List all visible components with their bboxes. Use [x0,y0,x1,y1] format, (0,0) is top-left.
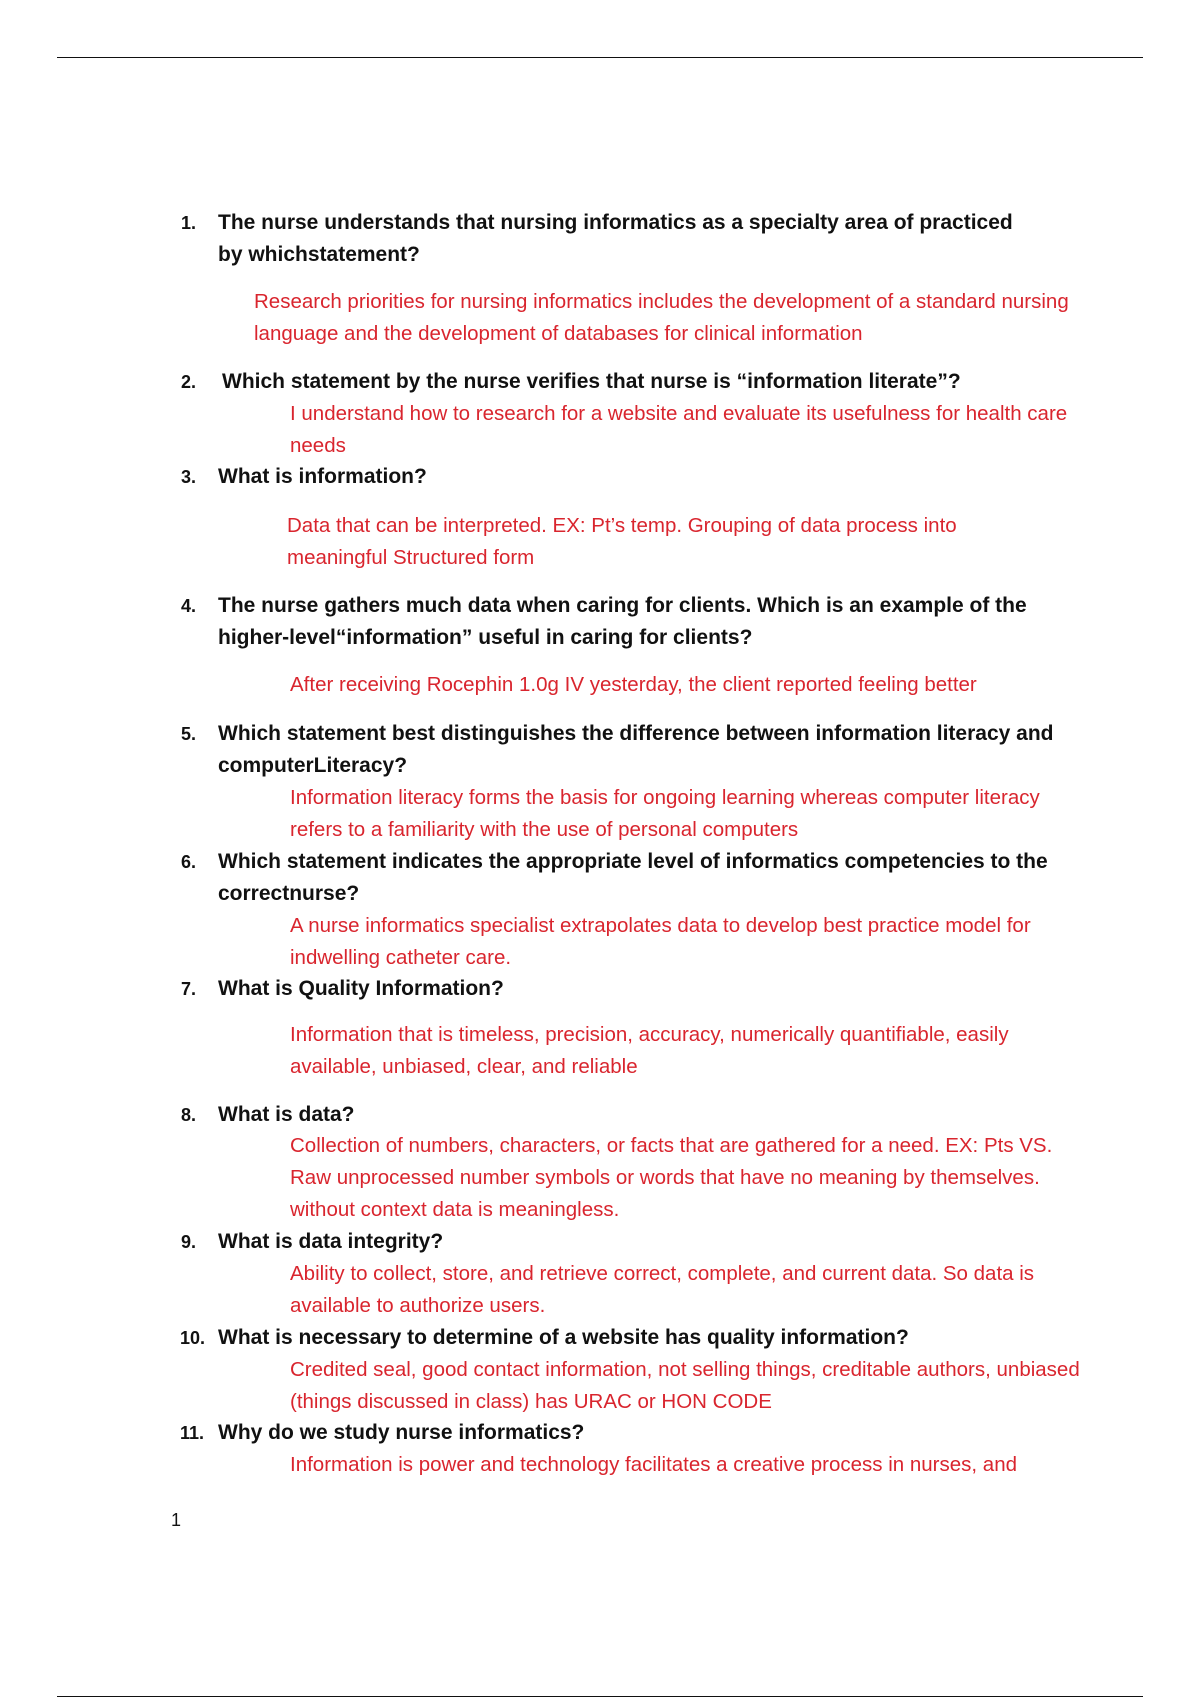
question-number: 10. [180,1328,206,1348]
question-number: 4. [181,596,197,616]
question-number: 11. [180,1423,205,1443]
question-text: What is data? [218,1103,355,1126]
question-number: 8. [181,1105,197,1125]
answer-8: Collection of numbers, characters, or facts that are gathered for a need. EX: Pts VS. Raw unprocessed number symbols or words that have no meaning by themselves. without context data is meaningless. [290,1134,1053,1221]
question-text: The nurse gathers much data when caring for clients. Which is an example of the higher-level“information” useful in caring for clients? [218,594,1027,649]
answer-6: A nurse informatics specialist extrapolates data to develop best practice model for indwelling catheter care. [290,914,1031,969]
answer-11: Information is power and technology facilitates a creative process in nurses, and [290,1453,1017,1476]
question-3 [181,461,1078,493]
question-9 [181,1226,1078,1258]
question-10 [180,1322,1098,1354]
question-text: What is necessary to determine of a website has quality information? [218,1326,909,1349]
answer-3: Data that can be interpreted. EX: Pt’s temp. Grouping of data process into meaningful Structured form [287,514,957,569]
question-6 [181,846,1078,910]
answer-4: After receiving Rocephin 1.0g IV yesterday, the client reported feeling better [290,673,977,696]
question-text: The nurse understands that nursing informatics as a specialty area of practiced by whichstatement? [218,211,1013,266]
question-number: 3. [181,467,197,487]
answer-10: Credited seal, good contact information, not selling things, creditable authors, unbiased (things discussed in class) has URAC or HON CODE [290,1358,1080,1413]
answer-2: I understand how to research for a website and evaluate its usefulness for health care needs [290,402,1068,457]
question-11 [180,1417,1098,1449]
answer-7: Information that is timeless, precision, accuracy, numerically quantifiable, easily available, unbiased, clear, and reliable [290,1023,1009,1078]
answer-9: Ability to collect, store, and retrieve correct, complete, and current data. So data is available to authorize users. [290,1262,1035,1317]
question-number: 7. [181,979,197,999]
question-text: What is information? [218,465,427,488]
header-rule [57,57,1143,58]
answer-5: Information literacy forms the basis for ongoing learning whereas computer literacy refers to a familiarity with the use of personal computers [290,786,1040,841]
question-text: What is data integrity? [218,1230,444,1253]
question-4 [181,590,1078,654]
answer-1: Research priorities for nursing informatics includes the development of a standard nursing language and the development of databases for clinical information [254,290,1069,345]
question-text: Why do we study nurse informatics? [218,1421,585,1444]
question-text: Which statement best distinguishes the difference between information literacy and computerLiteracy? [218,722,1054,777]
question-2 [181,366,1082,398]
question-text: Which statement indicates the appropriate level of informatics competencies to the correctnurse? [218,850,1048,905]
question-5 [181,718,1098,782]
footer-rule [57,1696,1143,1697]
page-number: 1 [171,1510,182,1530]
question-1 [181,207,1038,271]
question-number: 9. [181,1232,197,1252]
question-number: 5. [181,724,197,744]
question-number: 1. [181,213,197,233]
question-number: 2. [181,372,197,392]
question-text: Which statement by the nurse verifies that nurse is “information literate”? [222,370,961,393]
question-number: 6. [181,852,197,872]
question-7 [181,973,1078,1005]
question-text: What is Quality Information? [218,977,504,1000]
question-8 [181,1099,1078,1131]
